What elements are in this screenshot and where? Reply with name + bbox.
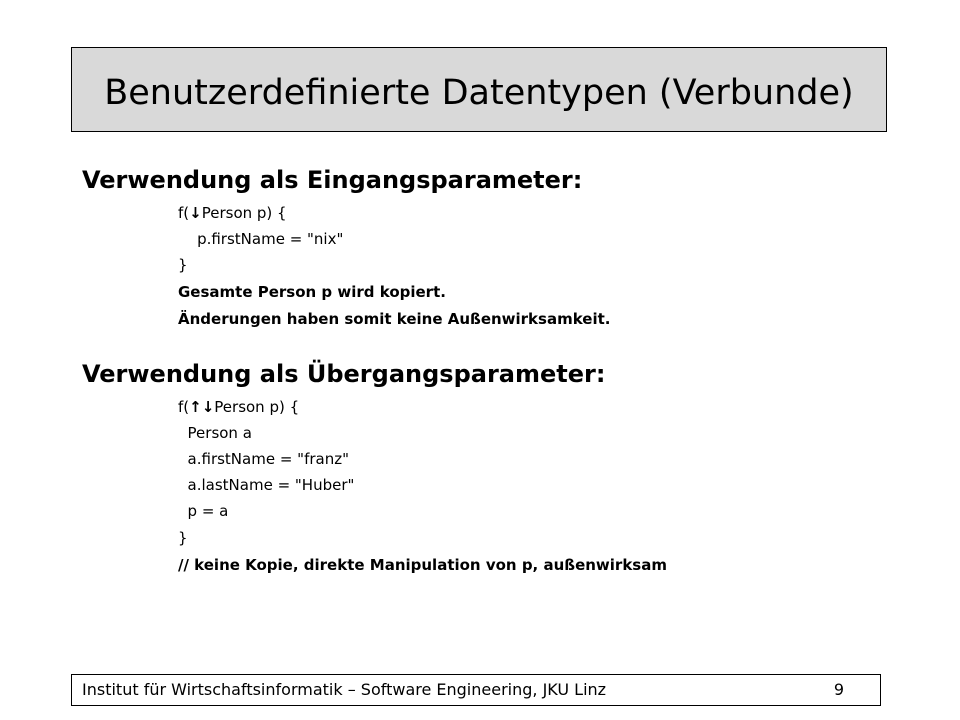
section1-code-line-1: [178, 204, 287, 222]
section2-code-line-5: p = a: [178, 502, 229, 520]
section2-code-line-3: a.firstName = "franz": [178, 450, 349, 468]
section2-code-line-1: [178, 398, 299, 416]
section1-code-line-3: }: [178, 256, 188, 274]
slide-title: Benutzerdefinierte Datentypen (Verbunde): [104, 73, 854, 113]
section2-heading: Verwendung als Übergangsparameter:: [82, 360, 606, 388]
section2-note: // keine Kopie, direkte Manipulation von p, außenwirksam: [178, 556, 667, 574]
page-number: 9: [833, 680, 844, 699]
section1-note-2: Änderungen haben somit keine Außenwirksamkeit.: [178, 310, 611, 328]
code-text: f(: [178, 398, 190, 416]
code-text: Person p) {: [201, 204, 287, 222]
down-arrow-icon: ↓: [189, 204, 202, 222]
section2-code-line-2: Person a: [178, 424, 252, 442]
section1-note-1: Gesamte Person p wird kopiert.: [178, 283, 446, 301]
code-text: f(: [178, 204, 190, 222]
section2-code-line-4: a.lastName = "Huber": [178, 476, 355, 494]
code-text: Person p) {: [214, 398, 300, 416]
section1-heading: Verwendung als Eingangsparameter:: [82, 166, 583, 194]
footer-institute: Institut für Wirtschaftsinformatik – Software Engineering, JKU Linz: [82, 680, 607, 699]
title-box: [71, 47, 887, 132]
section2-code-line-6: }: [178, 529, 188, 547]
section1-code-line-2: p.firstName = "nix": [178, 230, 344, 248]
footer: [71, 674, 881, 706]
up-down-arrow-icon: ↑↓: [189, 398, 215, 416]
